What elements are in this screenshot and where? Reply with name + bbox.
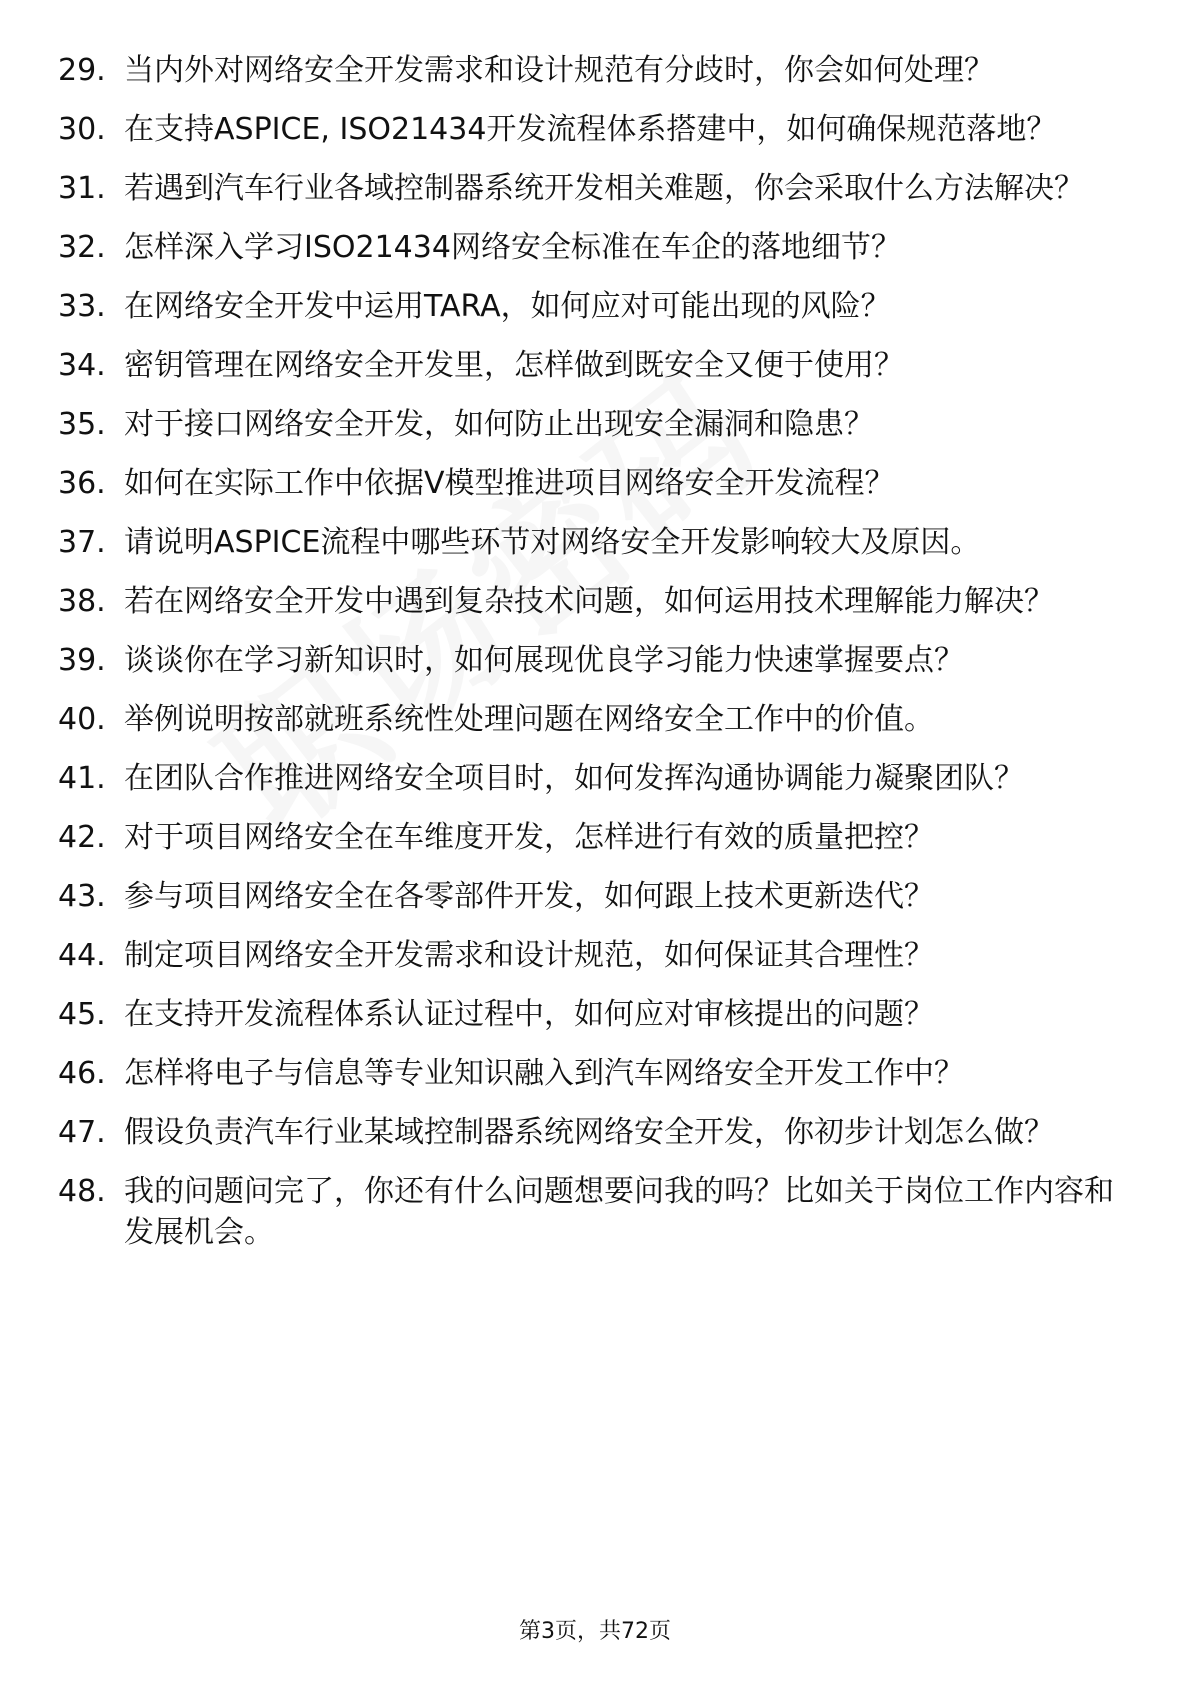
question-text: 假设负责汽车行业某域控制器系统网络安全开发，你初步计划怎么做？ [124, 1115, 1054, 1150]
question-item [58, 1112, 1138, 1153]
question-number: 42. [58, 820, 106, 855]
question-item [58, 994, 1138, 1035]
question-text: 谈谈你在学习新知识时，如何展现优良学习能力快速掌握要点？ [124, 643, 964, 678]
question-item [58, 640, 1138, 681]
question-text: 我的问题问完了，你还有什么问题想要问我的吗？比如关于岗位工作内容和发展机会。 [124, 1174, 1114, 1250]
question-text: 制定项目网络安全开发需求和设计规范，如何保证其合理性？ [124, 938, 934, 973]
question-number: 39. [58, 643, 106, 678]
question-text: 参与项目网络安全在各零部件开发，如何跟上技术更新迭代？ [124, 879, 934, 914]
question-number: 32. [58, 230, 106, 265]
question-text: 在支持ASPICE, ISO21434开发流程体系搭建中，如何确保规范落地？ [124, 112, 1057, 147]
question-item [58, 758, 1138, 799]
question-item [58, 168, 1138, 209]
question-text: 当内外对网络安全开发需求和设计规范有分歧时，你会如何处理？ [124, 53, 994, 88]
question-number: 44. [58, 938, 106, 973]
question-item [58, 935, 1138, 976]
question-item [58, 463, 1138, 504]
page-number: 第3页，共72页 [519, 1619, 671, 1644]
question-text: 举例说明按部就班系统性处理问题在网络安全工作中的价值。 [124, 702, 934, 737]
question-item [58, 286, 1138, 327]
question-text: 若在网络安全开发中遇到复杂技术问题，如何运用技术理解能力解决？ [124, 584, 1054, 619]
question-number: 40. [58, 702, 106, 737]
question-item [58, 404, 1138, 445]
question-text: 密钥管理在网络安全开发里，怎样做到既安全又便于使用？ [124, 348, 904, 383]
question-text: 在网络安全开发中运用TARA，如何应对可能出现的风险？ [124, 289, 891, 324]
question-text: 怎样深入学习ISO21434网络安全标准在车企的落地细节？ [124, 230, 901, 265]
question-item [58, 817, 1138, 858]
question-item [58, 109, 1138, 150]
question-item [58, 345, 1138, 386]
question-number: 33. [58, 289, 106, 324]
question-text: 若遇到汽车行业各域控制器系统开发相关难题，你会采取什么方法解决？ [124, 171, 1084, 206]
question-text: 对于项目网络安全在车维度开发，怎样进行有效的质量把控？ [124, 820, 934, 855]
question-text: 如何在实际工作中依据V模型推进项目网络安全开发流程？ [124, 466, 895, 501]
question-number: 48. [58, 1174, 106, 1209]
question-item [58, 1171, 1138, 1253]
question-number: 38. [58, 584, 106, 619]
question-number: 47. [58, 1115, 106, 1150]
question-number: 43. [58, 879, 106, 914]
question-list [58, 50, 1138, 1271]
question-item [58, 581, 1138, 622]
question-item [58, 699, 1138, 740]
question-text: 请说明ASPICE流程中哪些环节对网络安全开发影响较大及原因。 [124, 525, 981, 560]
question-text: 对于接口网络安全开发，如何防止出现安全漏洞和隐患？ [124, 407, 874, 442]
question-number: 35. [58, 407, 106, 442]
question-item [58, 227, 1138, 268]
question-item [58, 522, 1138, 563]
question-item [58, 50, 1138, 91]
question-text: 在团队合作推进网络安全项目时，如何发挥沟通协调能力凝聚团队？ [124, 761, 1024, 796]
question-item [58, 876, 1138, 917]
question-number: 31. [58, 171, 106, 206]
question-text: 怎样将电子与信息等专业知识融入到汽车网络安全开发工作中？ [124, 1056, 964, 1091]
question-number: 37. [58, 525, 106, 560]
question-number: 45. [58, 997, 106, 1032]
question-item [58, 1053, 1138, 1094]
question-number: 34. [58, 348, 106, 383]
question-number: 30. [58, 112, 106, 147]
question-number: 41. [58, 761, 106, 796]
question-text: 在支持开发流程体系认证过程中，如何应对审核提出的问题？ [124, 997, 934, 1032]
question-number: 29. [58, 53, 106, 88]
question-number: 36. [58, 466, 106, 501]
question-number: 46. [58, 1056, 106, 1091]
